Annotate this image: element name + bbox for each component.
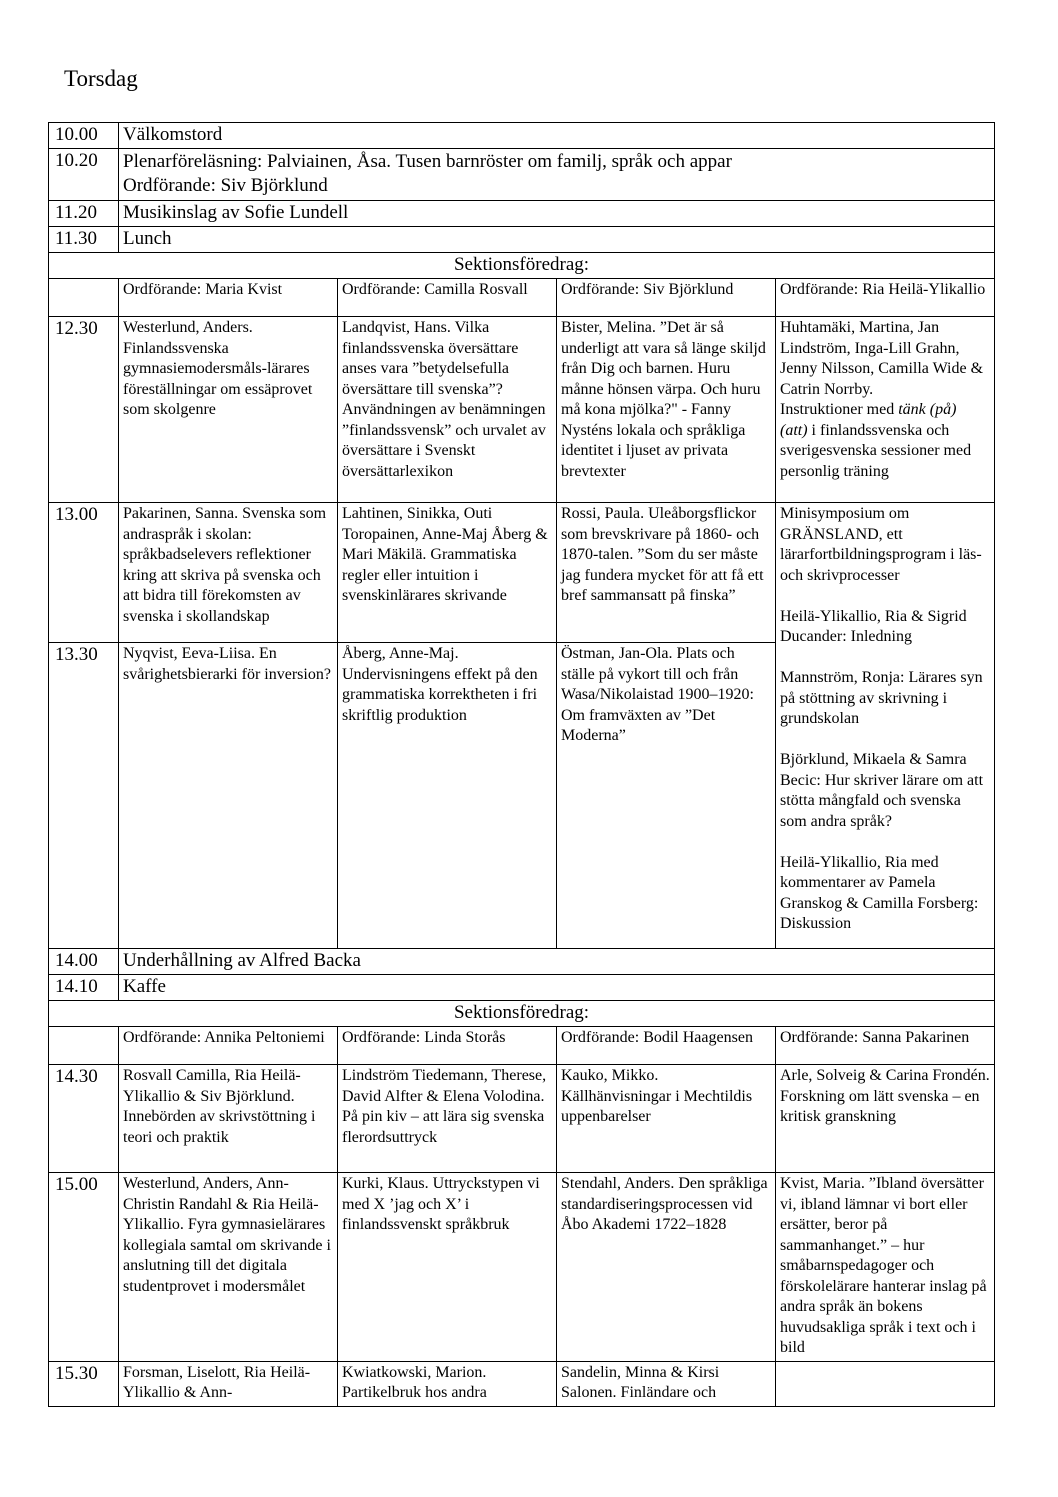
- chair-cell: Ordförande: Camilla Rosvall: [338, 279, 557, 317]
- schedule-row: [49, 317, 995, 503]
- chair-row: [49, 279, 995, 317]
- empty-cell: [49, 1027, 119, 1065]
- section-heading: Sektionsföredrag:: [49, 1001, 995, 1027]
- chair-cell: Ordförande: Siv Björklund: [557, 279, 776, 317]
- schedule-row: [49, 975, 995, 1001]
- schedule-row: [49, 149, 995, 201]
- schedule-row: [49, 201, 995, 227]
- session-cell: [776, 317, 995, 503]
- section-heading-row: [49, 1001, 995, 1027]
- session-cell: Stendahl, Anders. Den språkliga standardiseringsprocessen vid Åbo Akademi 1722–1828: [557, 1173, 776, 1362]
- section-heading: Sektionsföredrag:: [49, 253, 995, 279]
- section-heading-row: [49, 253, 995, 279]
- schedule-row: [49, 1173, 995, 1362]
- time-cell: 14.10: [49, 975, 119, 1001]
- session-cell: Åberg, Anne-Maj. Undervisningens effekt på den grammatiska korrektheten i fri skriftlig produktion: [338, 643, 557, 949]
- session-cell: Rosvall Camilla, Ria Heilä-Ylikallio & Siv Björklund. Innebörden av skrivstöttning i teori och praktik: [119, 1065, 338, 1173]
- session-cell: Landqvist, Hans. Vilka finlandssvenska översättare anses vara ”betydelsefulla översättare till svenska”? Användningen av benämningen ”finlandssvensk” och urvalet av översättare i Svenskt översättarlexikon: [338, 317, 557, 503]
- row-text: Underhållning av Alfred Backa: [119, 949, 995, 975]
- title-text: i finlandssvenska och sverigesvenska sessioner med personlig träning: [780, 421, 972, 480]
- title-italic: tänk (på): [898, 401, 957, 418]
- time-cell: 13.00: [49, 503, 119, 643]
- time-cell: 15.00: [49, 1173, 119, 1362]
- time-cell: 14.00: [49, 949, 119, 975]
- session-authors: Huhtamäki, Martina, Jan Lindström, Inga-Lill Grahn, Jenny Nilsson, Camilla Wide & Catrin Norrby.: [780, 319, 984, 398]
- time-cell: 13.30: [49, 643, 119, 949]
- time-cell: 10.20: [49, 149, 119, 201]
- row-text: Lunch: [119, 227, 995, 253]
- schedule-row: [49, 949, 995, 975]
- time-cell: 15.30: [49, 1361, 119, 1406]
- symposium-cell: Minisymposium om GRÄNSLAND, ett lärarfortbildningsprogram i läs- och skrivprocesser Heilä-Ylikallio, Ria & Sigrid Ducander: Inledning Mannström, Ronja: Lärares syn på stöttning av skrivning i grundskolan Björklund, Mikaela & Samra Becic: Hur skriver lärare om att stötta mångfald och svenska som andra språk? Heilä-Ylikallio, Ria med kommentarer av Pamela Granskog & Camilla Forsberg: Diskussion: [776, 503, 995, 949]
- session-cell: Sandelin, Minna & Kirsi Salonen. Finländare och: [557, 1361, 776, 1406]
- schedule-row: [49, 1065, 995, 1173]
- session-cell: Rossi, Paula. Uleåborgsflickor som brevskrivare på 1860- och 1870-talen. ”Som du ser måste jag fundera mycket för att få ett bref sammansatt på finska”: [557, 503, 776, 643]
- schedule-row: [49, 227, 995, 253]
- row-text: Välkomstord: [119, 123, 995, 149]
- chair-cell: Ordförande: Sanna Pakarinen: [776, 1027, 995, 1065]
- title-text: Instruktioner med: [780, 401, 899, 418]
- session-cell: Forsman, Liselott, Ria Heilä-Ylikallio & Ann-: [119, 1361, 338, 1406]
- session-cell: Kurki, Klaus. Uttryckstypen vi med X ’jag och X’ i finlandssvenskt språkbruk: [338, 1173, 557, 1362]
- session-cell: Kvist, Maria. ”Ibland översätter vi, ibland lämnar vi bort eller ersätter, beror på sammanhanget.” – hur småbarnspedagoger och förskolelärare hanterar inslag på andra språk än bokens huvudsakliga språk i text och i bild: [776, 1173, 995, 1362]
- session-cell: Nyqvist, Eeva-Liisa. En svårighetsbierarki för inversion?: [119, 643, 338, 949]
- schedule-row: [49, 1361, 995, 1406]
- session-cell: Pakarinen, Sanna. Svenska som andraspråk i skolan: språkbadselevers reflektioner kring att skriva på svenska och att bidra till förekomsten av svenska i skollandskap: [119, 503, 338, 643]
- empty-cell: [49, 279, 119, 317]
- session-cell: Westerlund, Anders, Ann-Christin Randahl & Ria Heilä-Ylikallio. Fyra gymnasielärares kollegiala samtal om skrivande i anslutning till det digitala studentprovet i modersmålet: [119, 1173, 338, 1362]
- schedule-table: [48, 122, 995, 1407]
- row-text: Plenarföreläsning: Palviainen, Åsa. Tusen barnröster om familj, språk och appar Ordförande: Siv Björklund: [119, 149, 995, 201]
- schedule-row: [49, 503, 995, 643]
- session-cell: Lindström Tiedemann, Therese, David Alfter & Elena Volodina. På pin kiv – att lära sig svenska flerordsuttryck: [338, 1065, 557, 1173]
- session-cell: Kwiatkowski, Marion. Partikelbruk hos andra: [338, 1361, 557, 1406]
- chair-cell: Ordförande: Annika Peltoniemi: [119, 1027, 338, 1065]
- row-text: Musikinslag av Sofie Lundell: [119, 201, 995, 227]
- session-title: [780, 401, 971, 480]
- title-italic: (att): [780, 421, 808, 439]
- time-cell: 12.30: [49, 317, 119, 503]
- schedule-row: [49, 123, 995, 149]
- session-cell: Kauko, Mikko. Källhänvisningar i Mechtildis uppenbarelser: [557, 1065, 776, 1173]
- chair-cell: Ordförande: Maria Kvist: [119, 279, 338, 317]
- time-cell: 11.30: [49, 227, 119, 253]
- session-cell: [776, 1361, 995, 1406]
- time-cell: 10.00: [49, 123, 119, 149]
- session-cell: Westerlund, Anders. Finlandssvenska gymnasiemodersmåls-lärares föreställningar om essäprovet som skolgenre: [119, 317, 338, 503]
- chair-cell: Ordförande: Linda Storås: [338, 1027, 557, 1065]
- page-title: Torsdag: [64, 66, 138, 91]
- chair-row: [49, 1027, 995, 1065]
- time-cell: 14.30: [49, 1065, 119, 1173]
- chair-cell: Ordförande: Bodil Haagensen: [557, 1027, 776, 1065]
- session-cell: Bister, Melina. ”Det är så underligt att vara så länge skiljd från Dig och barnen. Huru månne hönsen värpa. Och huru må kona mjölka?" - Fanny Nysténs lokala och språkliga identitet i ljuset av privata brevtexter: [557, 317, 776, 503]
- session-cell: Östman, Jan-Ola. Plats och ställe på vykort till och från Wasa/Nikolaistad 1900–1920: Om framväxten av ”Det Moderna”: [557, 643, 776, 949]
- time-cell: 11.20: [49, 201, 119, 227]
- chair-cell: Ordförande: Ria Heilä-Ylikallio: [776, 279, 995, 317]
- row-text: Kaffe: [119, 975, 995, 1001]
- session-cell: Arle, Solveig & Carina Frondén. Forskning om lätt svenska – en kritisk granskning: [776, 1065, 995, 1173]
- session-cell: Lahtinen, Sinikka, Outi Toropainen, Anne-Maj Åberg & Mari Mäkilä. Grammatiska regler eller intuition i svenskinlärares skrivande: [338, 503, 557, 643]
